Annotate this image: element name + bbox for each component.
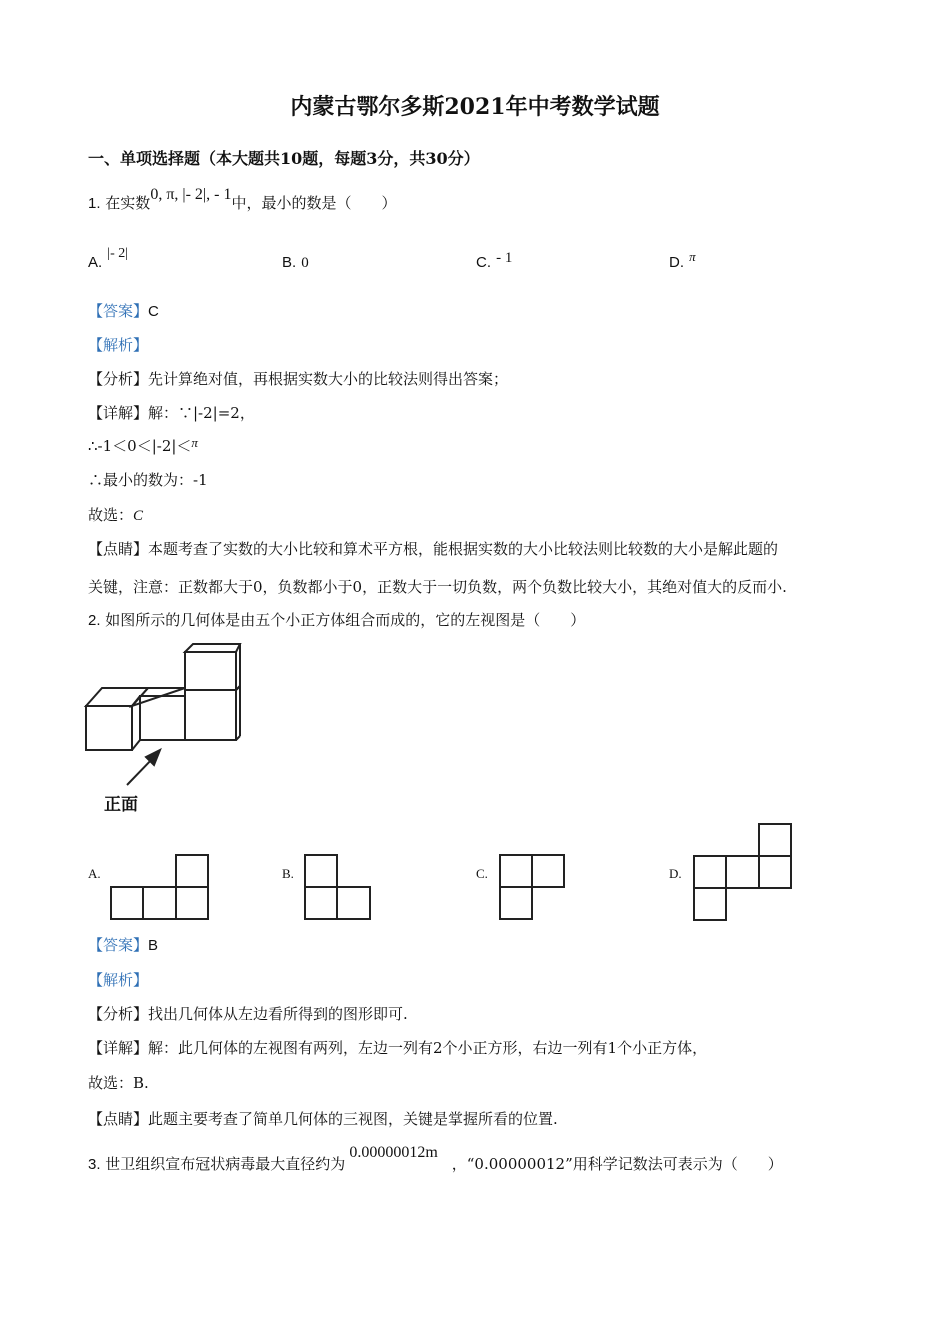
q3-stem-suffix: ，“0.00000012”用科学记数法可表示为（ ） — [451, 1155, 783, 1173]
q2-option-c-label: C. — [476, 866, 488, 881]
q1-stem — [88, 186, 397, 213]
q1-option-d-value: π — [689, 249, 696, 264]
q1-option-a-label: A. — [88, 254, 103, 271]
q3-stem-math: 0.00000012m — [349, 1144, 438, 1161]
q1-step3: ∴最小的数为：-1 — [88, 471, 208, 489]
q1-option-d-label: D. — [669, 254, 684, 271]
q3-number: 3. — [88, 1156, 101, 1173]
page-title: 内蒙古鄂尔多斯2021年中考数学试题 — [290, 94, 660, 120]
q1-option-a — [88, 246, 129, 272]
q1-xiangjie: 【详解】解：∵|-2|=2， — [88, 404, 255, 422]
q2-front-label: 正面 — [104, 795, 138, 814]
q2-option-c-figure — [497, 852, 569, 922]
q2-option-d-label: D. — [669, 866, 682, 881]
q2-dianjing: 【点睛】此题主要考查了简单几何体的三视图，关键是掌握所看的位置. — [88, 1110, 558, 1128]
q2-option-b-label: B. — [282, 866, 294, 881]
q1-answer — [88, 300, 159, 321]
q2-fenxi: 【分析】找出几何体从左边看所得到的图形即可. — [88, 1005, 408, 1023]
q2-number: 2. — [88, 612, 101, 629]
q1-step2-pi: π — [191, 435, 198, 450]
q1-number: 1. — [88, 195, 101, 212]
q2-answer-value: B — [148, 937, 159, 954]
q1-dianjing-line2: 关键，注意：正数都大于0，负数都小于0，正数大于一切负数，两个负数比较大小，其绝对值大的反而小. — [88, 578, 787, 596]
q1-stem-suffix: 中，最小的数是（ ） — [231, 194, 397, 212]
section-header: 一、单项选择题（本大题共10题，每题3分，共30分） — [88, 149, 480, 168]
q1-option-d — [669, 249, 696, 271]
q1-stem-math: 0, π, |- 2|, - 1 — [150, 186, 232, 203]
q2-answer — [88, 934, 158, 955]
q1-stem-prefix: 在实数 — [105, 194, 151, 212]
q1-option-c-value: - 1 — [496, 250, 513, 266]
q1-guxuan — [88, 504, 143, 525]
q1-analysis-tag: 【解析】 — [88, 336, 149, 354]
q2-answer-tag: 【答案】 — [88, 936, 149, 954]
q2-option-b-figure — [302, 852, 374, 922]
q1-fenxi: 【分析】先计算绝对值，再根据实数大小的比较法则得出答案； — [88, 370, 509, 388]
q1-answer-tag: 【答案】 — [88, 302, 149, 320]
q1-step2 — [88, 435, 198, 456]
q1-option-a-value: |- 2| — [107, 246, 129, 261]
q2-option-a-label: A. — [88, 866, 101, 881]
q2-option-d-figure — [691, 821, 795, 923]
q2-xiangjie: 【详解】解：此几何体的左视图有两列，左边一列有2个小正方形，右边一列有1个小正方体， — [88, 1039, 708, 1057]
q1-guxuan-prefix: 故选： — [88, 506, 134, 524]
q1-guxuan-value: C — [133, 508, 144, 524]
q1-option-c-label: C. — [476, 254, 491, 271]
q1-answer-value: C — [148, 303, 159, 320]
q2-guxuan: 故选：B. — [88, 1074, 149, 1092]
q1-option-b-value: 0 — [301, 255, 309, 271]
q1-option-b — [282, 252, 309, 272]
q3-stem-prefix: 世卫组织宣布冠状病毒最大直径约为 — [105, 1155, 346, 1173]
q1-step2-text: ∴-1＜0＜|-2|＜ — [88, 437, 192, 455]
q2-option-a-figure — [108, 852, 212, 922]
q1-option-b-label: B. — [282, 254, 297, 271]
q2-analysis-tag: 【解析】 — [88, 971, 149, 989]
q3-stem — [88, 1144, 783, 1174]
q1-dianjing-line1: 【点睛】本题考查了实数的大小比较和算术平方根，能根据实数的大小比较法则比较数的大小是解此题的 — [88, 540, 779, 558]
q2-stem — [88, 609, 585, 630]
q1-option-c — [476, 252, 512, 272]
q2-stem-text: 如图所示的几何体是由五个小正方体组合而成的，它的左视图是（ ） — [105, 611, 586, 629]
